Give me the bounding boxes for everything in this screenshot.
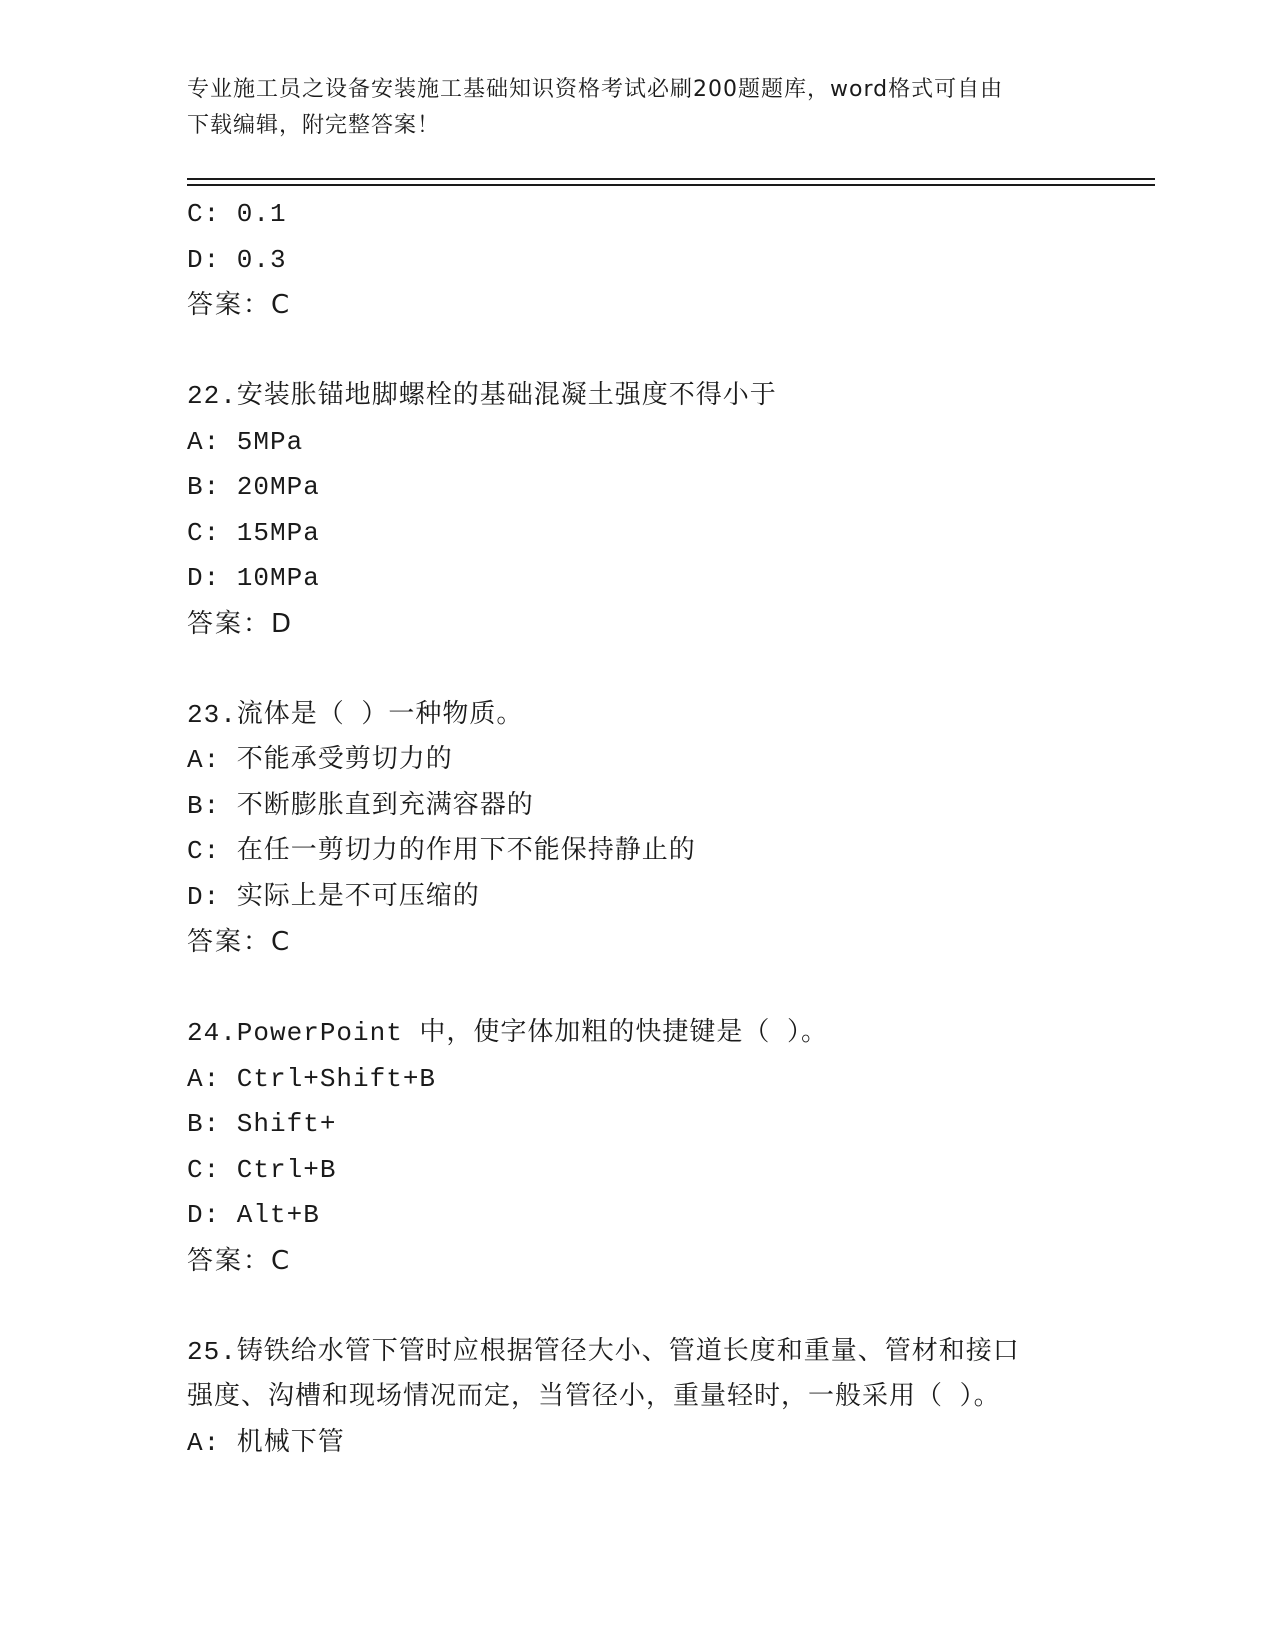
q24-option-b: B: Shift+: [187, 1109, 337, 1139]
spacer: [187, 329, 1087, 375]
q25-question-line-2: 强度、沟槽和现场情况而定，当管径小，重量轻时，一般采用（ ）。: [187, 1382, 1001, 1412]
q23-answer: 答案：C: [187, 927, 292, 957]
q24-option-d: D: Alt+B: [187, 1200, 320, 1230]
document-header: [187, 72, 1087, 144]
q24-answer: 答案：C: [187, 1245, 292, 1276]
q22-option-b: B: 20MPa: [187, 472, 320, 502]
spacer: [187, 647, 1087, 693]
header-divider-top: [187, 178, 1155, 180]
q21-option-d: D: 0.3: [187, 244, 287, 275]
q23-option-d: D: 实际上是不可压缩的: [187, 881, 480, 912]
spacer: [187, 966, 1087, 1012]
q24-option-a: A: Ctrl+Shift+B: [187, 1063, 437, 1094]
q25-option-a: A: 机械下管: [187, 1427, 345, 1458]
q22-question: 22.安装胀锚地脚螺栓的基础混凝土强度不得小于: [187, 381, 777, 411]
q23-option-b: B: 不断膨胀直到充满容器的: [187, 790, 534, 821]
q21-answer: 答案：C: [187, 290, 292, 320]
spacer: [187, 1284, 1087, 1330]
header-title-line-2: 下载编辑，附完整答案！: [187, 113, 441, 138]
question-list: [187, 192, 1087, 1466]
q23-option-a: A: 不能承受剪切力的: [187, 745, 453, 775]
q23-option-c: C: 在任一剪切力的作用下不能保持静止的: [187, 836, 696, 866]
q22-option-d: D: 10MPa: [187, 563, 320, 593]
q22-option-a: A: 5MPa: [187, 426, 304, 457]
q24-option-c: C: Ctrl+B: [187, 1154, 337, 1185]
q21-option-c: C: 0.1: [187, 199, 287, 229]
header-title-line-1: 专业施工员之设备安装施工基础知识资格考试必刷200题题库，word格式可自由: [187, 77, 1004, 102]
header-divider-bottom: [187, 184, 1155, 186]
q24-question: 24.PowerPoint 中，使字体加粗的快捷键是（ ）。: [187, 1018, 829, 1048]
q23-question: 23.流体是（ ）一种物质。: [187, 699, 524, 730]
q22-option-c: C: 15MPa: [187, 517, 320, 548]
q22-answer: 答案：D: [187, 608, 294, 639]
q25-question-line-1: 25.铸铁给水管下管时应根据管径大小、管道长度和重量、管材和接口: [187, 1336, 1020, 1367]
